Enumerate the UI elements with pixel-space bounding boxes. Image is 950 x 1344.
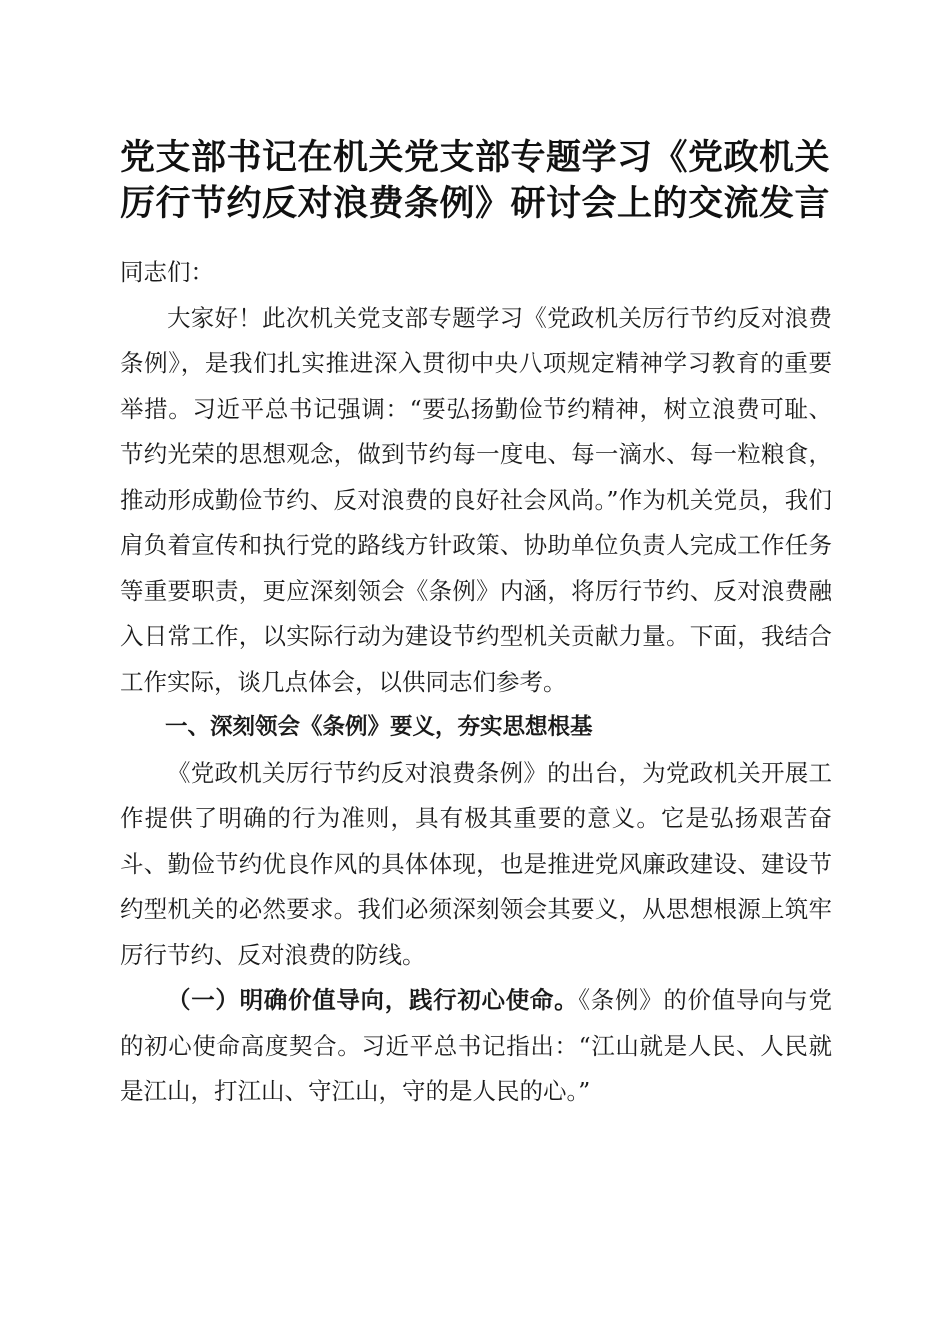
section-heading-1: 一、深刻领会《条例》要义，夯实思想根基: [165, 714, 593, 740]
paragraph-section-1: 《党政机关厉行节约反对浪费条例》的出台，为党政机关开展工作提供了明确的行为准则，具有极其重要的意义。它是弘扬艰苦奋斗、勤俭节约优良作风的具体体现，也是推进党风廉政建设、建设节约型机关的必然要求。我们必须深刻领会其要义，从思想根源上筑牢厉行节约、反对浪费的防线。: [120, 758, 832, 969]
subsection-text: 《条例》的价值导向与党的初心使命高度契合。习近平总书记指出：“江山就是人民、人民就是江山，打江山、守江山，守的是人民的心。”: [120, 986, 833, 1105]
document-title: [95, 135, 855, 227]
document-body: [120, 250, 832, 1115]
title-line-1: 党支部书记在机关党支部专题学习《党政机关: [119, 137, 830, 178]
paragraph-subsection-1: [120, 978, 832, 1115]
paragraph-intro: 大家好！此次机关党支部专题学习《党政机关厉行节约反对浪费条例》，是我们扎实推进深入贯彻中央八项规定精神学习教育的重要举措。习近平总书记强调：“要弘扬勤俭节约精神，树立浪费可耻、节约光荣的思想观念，做到节约每一度电、每一滴水、每一粒粮食，推动形成勤俭节约、反对浪费的良好社会风尚。”作为机关党员，我们肩负着宣传和执行党的路线方针政策、协助单位负责人完成工作任务等重要职责，更应深刻领会《条例》内涵，将厉行节约、反对浪费融入日常工作，以实际行动为建设节约型机关贡献力量。下面，我结合工作实际，谈几点体会，以供同志们参考。: [120, 303, 832, 696]
salutation: 同志们：: [120, 258, 214, 286]
subsection-lead: （一）明确价值导向，践行初心使命。: [167, 986, 579, 1014]
title-line-2: 厉行节约反对浪费条例》研讨会上的交流发言: [119, 183, 830, 224]
